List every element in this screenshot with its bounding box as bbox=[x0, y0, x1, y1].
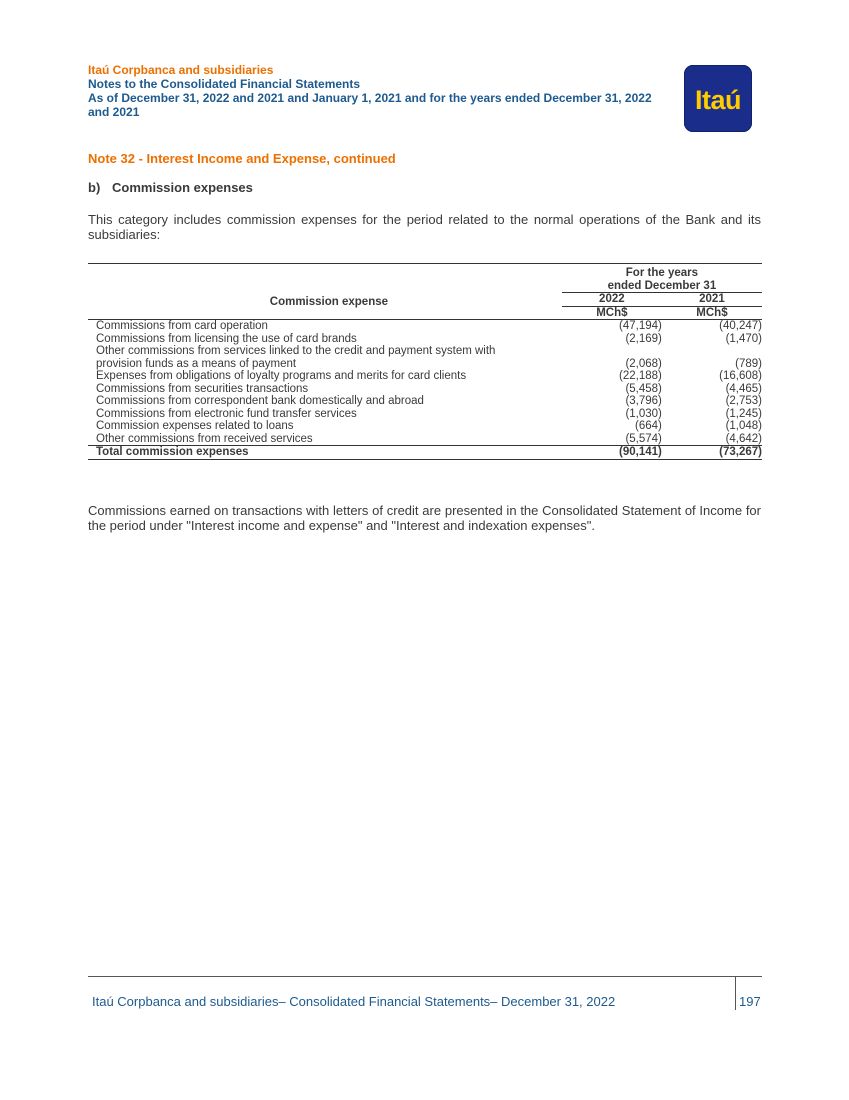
row-value-2022 bbox=[562, 345, 662, 358]
row-description: Other commissions from received services bbox=[96, 432, 313, 445]
row-value-2022: (22,188) bbox=[619, 370, 662, 382]
row-value-2021: (2,753) bbox=[725, 395, 762, 407]
row-description: provision funds as a means of payment bbox=[96, 357, 297, 370]
row-description: Commission expenses related to loans bbox=[96, 420, 294, 432]
closing-paragraph: Commissions earned on transactions with letters of credit are presented in the Consolidated Statement of Income for the period under "Interest income and expense" and "Interest and indexation expenses". bbox=[88, 503, 761, 533]
table-row bbox=[88, 395, 762, 408]
period-line-1: As of December 31, 2022 and 2021 and January 1, 2021 and for the years ended December 31, 2022 bbox=[88, 91, 652, 105]
row-value-2021: (1,048) bbox=[725, 420, 762, 432]
table-row bbox=[88, 383, 762, 396]
total-2022: (90,141) bbox=[562, 446, 662, 460]
page-header bbox=[88, 63, 688, 119]
year-header-2022: 2022 bbox=[562, 293, 662, 307]
table-row bbox=[88, 433, 762, 446]
period-header-line-1: For the years bbox=[625, 267, 699, 279]
row-description: Commissions from securities transactions bbox=[96, 382, 309, 395]
company-name: Itaú Corpbanca and subsidiaries bbox=[88, 63, 274, 77]
row-description: Commissions from electronic fund transfer services bbox=[96, 407, 357, 420]
row-value-2021: (1,245) bbox=[725, 407, 762, 420]
note-title: Note 32 - Interest Income and Expense, continued bbox=[88, 151, 396, 166]
commission-expense-table bbox=[88, 263, 762, 460]
section-title bbox=[88, 180, 253, 195]
unit-header-2022: MCh$ bbox=[596, 306, 628, 319]
row-value-2021: (4,642) bbox=[725, 432, 762, 445]
period-header-line-2: ended December 31 bbox=[562, 280, 762, 293]
row-value-2022: (5,458) bbox=[625, 382, 662, 395]
table-row bbox=[88, 370, 762, 383]
row-value-2021: (16,608) bbox=[719, 370, 762, 382]
footer-separator bbox=[735, 977, 736, 1010]
section-heading: Commission expenses bbox=[112, 180, 253, 195]
row-value-2021: (789) bbox=[735, 357, 762, 370]
label-header: Commission expense bbox=[269, 296, 389, 309]
row-value-2022: (2,169) bbox=[625, 332, 662, 345]
row-value-2022: (5,574) bbox=[625, 432, 662, 445]
row-description: Commissions from correspondent bank domestically and abroad bbox=[96, 395, 424, 407]
footer-rule bbox=[88, 976, 762, 977]
table-row bbox=[88, 345, 762, 358]
row-description: Commissions from licensing the use of card brands bbox=[96, 332, 357, 345]
table-row bbox=[88, 408, 762, 421]
row-value-2022: (3,796) bbox=[625, 395, 662, 407]
period-line-2: and 2021 bbox=[88, 105, 140, 119]
total-row bbox=[88, 446, 762, 460]
row-value-2022: (47,194) bbox=[619, 320, 662, 332]
itau-logo bbox=[684, 65, 752, 132]
total-label: Total commission expenses bbox=[88, 446, 562, 460]
total-2021: (73,267) bbox=[662, 446, 762, 460]
page-number: 197 bbox=[739, 994, 761, 1009]
table-row bbox=[88, 333, 762, 346]
row-value-2021: (1,470) bbox=[725, 332, 762, 345]
table-row bbox=[88, 320, 762, 333]
footer-text: Itaú Corpbanca and subsidiaries– Consolidated Financial Statements– December 31, 2022 bbox=[92, 994, 616, 1009]
row-value-2022: (664) bbox=[635, 420, 662, 432]
logo-text: Itaú bbox=[694, 85, 741, 115]
row-description: Commissions from card operation bbox=[96, 320, 268, 332]
document-title: Notes to the Consolidated Financial Statements bbox=[88, 77, 361, 91]
row-description: Expenses from obligations of loyalty programs and merits for card clients bbox=[96, 370, 467, 382]
table-row bbox=[88, 358, 762, 371]
row-value-2021 bbox=[662, 345, 762, 358]
unit-header-2021: MCh$ bbox=[696, 306, 728, 319]
row-value-2021: (40,247) bbox=[719, 320, 762, 332]
row-description: Other commissions from services linked to the credit and payment system with bbox=[96, 345, 496, 357]
label-header-cell bbox=[88, 264, 562, 320]
row-value-2022: (1,030) bbox=[625, 407, 662, 420]
row-value-2022: (2,068) bbox=[625, 357, 662, 370]
year-header-2021: 2021 bbox=[662, 293, 762, 307]
row-value-2021: (4,465) bbox=[725, 382, 762, 395]
intro-paragraph: This category includes commission expenses for the period related to the normal operations of the Bank and its subsidiaries: bbox=[88, 212, 761, 242]
table-row bbox=[88, 420, 762, 433]
section-label: b) bbox=[88, 180, 101, 195]
